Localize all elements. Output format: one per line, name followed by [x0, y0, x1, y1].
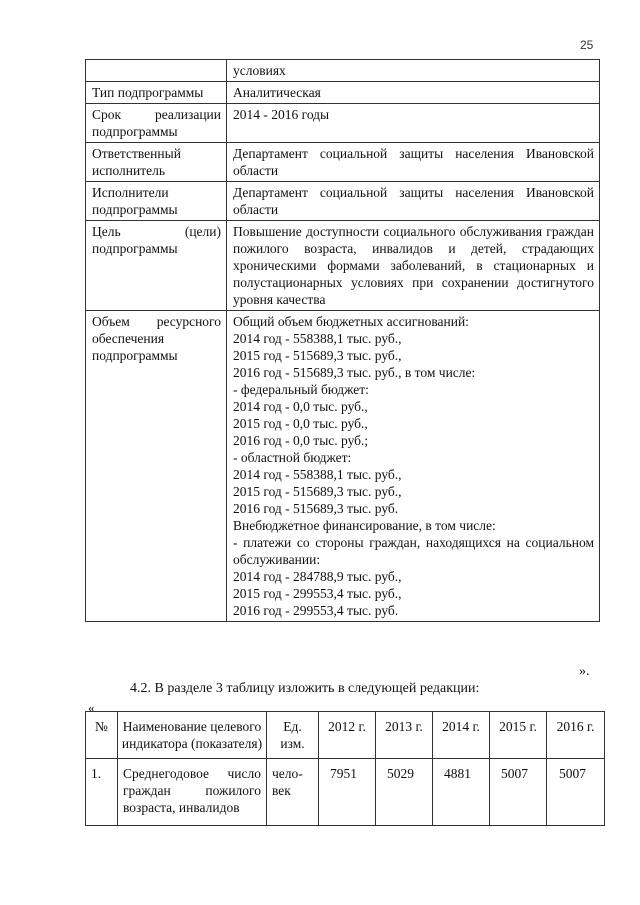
- passport-label: Ответственный исполнитель: [86, 143, 227, 182]
- passport-row: [86, 104, 600, 143]
- funding-line: 2016 год - 515689,3 тыс. руб.: [233, 501, 399, 516]
- passport-label: [86, 60, 227, 82]
- funding-line: 2014 год - 284788,9 тыс. руб.,: [233, 569, 402, 584]
- passport-label: Тип подпрограммы: [86, 82, 227, 104]
- funding-line: Внебюджетное финансирование, в том числе:: [233, 518, 496, 533]
- funding-details: [227, 311, 600, 622]
- row-number: 1.: [86, 759, 118, 826]
- passport-row: [86, 182, 600, 221]
- funding-line: Общий объем бюджетных ассигнований:: [233, 314, 469, 329]
- passport-row: [86, 82, 600, 104]
- funding-line: 2014 год - 0,0 тыс. руб.,: [233, 399, 368, 414]
- passport-label: Объем ресурсного обеспечения подпрограммы: [86, 311, 227, 622]
- funding-line: 2015 год - 515689,3 тыс. руб.,: [233, 348, 402, 363]
- indicators-table: [85, 711, 605, 826]
- passport-row: [86, 311, 600, 622]
- column-header: Наименование целевого индикатора (показателя): [118, 712, 267, 759]
- column-header: 2015 г.: [490, 712, 547, 759]
- funding-line: 2015 год - 515689,3 тыс. руб.,: [233, 484, 402, 499]
- indicator-name: Среднегодовое число граждан пожилого возраста, инвалидов: [118, 759, 267, 826]
- passport-row: [86, 221, 600, 311]
- funding-line: 2016 год - 0,0 тыс. руб.;: [233, 433, 369, 448]
- passport-label: Срок реализации подпрограммы: [86, 104, 227, 143]
- subprogram-passport-table: [85, 59, 600, 622]
- passport-value: Повышение доступности социального обслуживания граждан пожилого возраста, инвалидов и детей, страдающих хроническими формами заболеваний, в стационарных и полустационарных условиях при сохранении достигнутого уровня качества: [227, 221, 600, 311]
- column-header: №: [86, 712, 118, 759]
- funding-line: 2016 год - 299553,4 тыс. руб.: [233, 603, 399, 618]
- funding-line: 2015 год - 299553,4 тыс. руб.,: [233, 586, 402, 601]
- value-2015: 5007: [490, 759, 547, 826]
- funding-line: 2016 год - 515689,3 тыс. руб., в том числе:: [233, 365, 476, 380]
- passport-value: Аналитическая: [227, 82, 600, 104]
- passport-value: Департамент социальной защиты населения Ивановской области: [227, 182, 600, 221]
- passport-value: 2014 - 2016 годы: [227, 104, 600, 143]
- indicator-unit: чело- век: [267, 759, 319, 826]
- funding-line: - областной бюджет:: [233, 450, 352, 465]
- closing-quote: ».: [579, 664, 590, 679]
- page-number: 25: [580, 38, 594, 52]
- passport-label: Цель (цели) подпрограммы: [86, 221, 227, 311]
- indicators-header-row: [86, 712, 605, 759]
- passport-row: [86, 60, 600, 82]
- funding-line: 2015 год - 0,0 тыс. руб.,: [233, 416, 368, 431]
- funding-line: 2014 год - 558388,1 тыс. руб.,: [233, 331, 402, 346]
- column-header: Ед. изм.: [267, 712, 319, 759]
- column-header: 2013 г.: [376, 712, 433, 759]
- column-header: 2016 г.: [547, 712, 605, 759]
- passport-value: условиях: [227, 60, 600, 82]
- funding-line: - платежи со стороны граждан, находящихся на социальном обслуживании:: [233, 535, 594, 567]
- funding-line: 2014 год - 558388,1 тыс. руб.,: [233, 467, 402, 482]
- opening-quote: «: [88, 700, 95, 715]
- value-2016: 5007: [547, 759, 605, 826]
- funding-line: - федеральный бюджет:: [233, 382, 369, 397]
- value-2014: 4881: [433, 759, 490, 826]
- value-2013: 5029: [376, 759, 433, 826]
- column-header: 2014 г.: [433, 712, 490, 759]
- value-2012: 7951: [319, 759, 376, 826]
- passport-label: Исполнители подпрограммы: [86, 182, 227, 221]
- column-header: 2012 г.: [319, 712, 376, 759]
- passport-row: [86, 143, 600, 182]
- passport-value: Департамент социальной защиты населения Ивановской области: [227, 143, 600, 182]
- amendment-instruction: 4.2. В разделе 3 таблицу изложить в следующей редакции:: [130, 681, 480, 696]
- table-row: [86, 759, 605, 826]
